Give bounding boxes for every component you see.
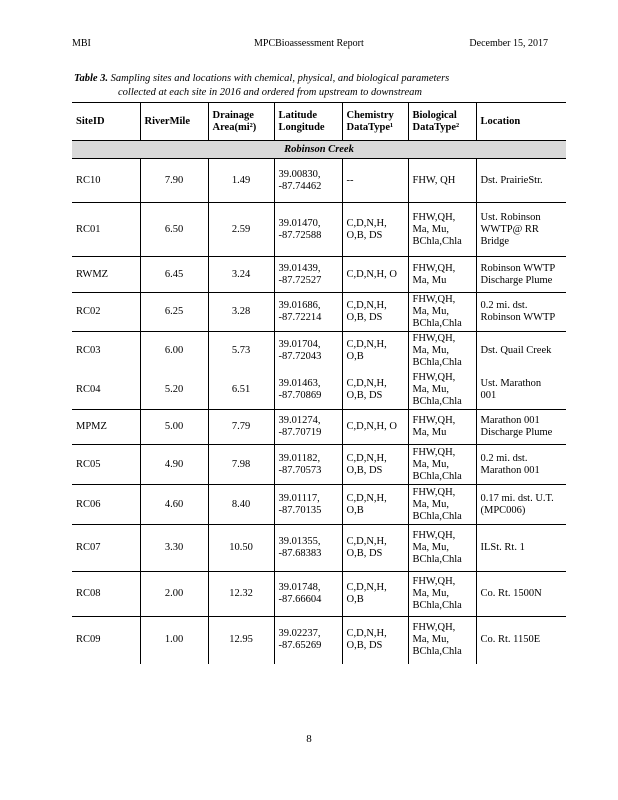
cell-location: 0.2 mi. dst. Robinson WWTP (476, 293, 566, 332)
cell-site-id: RC07 (72, 525, 140, 572)
cell-biological: FHW,QH, Ma, Mu, BChla,Chla (408, 332, 476, 371)
cell-drainage-area: 12.95 (208, 617, 274, 664)
cell-lat-lon: 39.00830, -87.74462 (274, 159, 342, 203)
cell-chemistry: C,D,N,H, O,B, DS (342, 371, 408, 410)
cell-site-id: MPMZ (72, 410, 140, 445)
cell-drainage-area: 3.28 (208, 293, 274, 332)
header-date: December 15, 2017 (469, 38, 548, 49)
cell-site-id: RC04 (72, 371, 140, 410)
cell-location: Co. Rt. 1150E (476, 617, 566, 664)
table-label: Table 3. (74, 73, 109, 84)
caption-line-2: collected at each site in 2016 and ordered from upstream to downstream (118, 87, 422, 98)
cell-chemistry: C,D,N,H, O,B (342, 572, 408, 617)
cell-location: Marathon 001 Discharge Plume (476, 410, 566, 445)
cell-lat-lon: 39.01439, -87.72527 (274, 257, 342, 293)
cell-river-mile: 3.30 (140, 525, 208, 572)
cell-river-mile: 5.00 (140, 410, 208, 445)
table-row (72, 410, 566, 445)
cell-lat-lon: 39.01274, -87.70719 (274, 410, 342, 445)
cell-drainage-area: 7.98 (208, 445, 274, 485)
table-row (72, 617, 566, 664)
cell-location: Co. Rt. 1500N (476, 572, 566, 617)
cell-drainage-area: 1.49 (208, 159, 274, 203)
col-biological: Biological DataType² (408, 103, 476, 141)
cell-drainage-area: 2.59 (208, 203, 274, 257)
cell-biological: FHW,QH, Ma, Mu, BChla,Chla (408, 203, 476, 257)
cell-site-id: RC06 (72, 485, 140, 525)
col-site-id: SiteID (72, 103, 140, 141)
cell-biological: FHW, QH (408, 159, 476, 203)
table-row (72, 293, 566, 332)
cell-site-id: RC10 (72, 159, 140, 203)
cell-chemistry: -- (342, 159, 408, 203)
table-row (72, 572, 566, 617)
cell-biological: FHW,QH, Ma, Mu, BChla,Chla (408, 445, 476, 485)
cell-biological: FHW,QH, Ma, Mu, BChla,Chla (408, 293, 476, 332)
cell-site-id: RC01 (72, 203, 140, 257)
cell-river-mile: 4.90 (140, 445, 208, 485)
cell-biological: FHW,QH, Ma, Mu (408, 257, 476, 293)
cell-lat-lon: 39.01463, -87.70869 (274, 371, 342, 410)
sampling-sites-table (72, 102, 566, 664)
cell-drainage-area: 6.51 (208, 371, 274, 410)
header-org: MBI (72, 38, 91, 49)
cell-chemistry: C,D,N,H, O,B, DS (342, 445, 408, 485)
cell-biological: FHW,QH, Ma, Mu, BChla,Chla (408, 525, 476, 572)
cell-lat-lon: 39.01182, -87.70573 (274, 445, 342, 485)
cell-site-id: RC08 (72, 572, 140, 617)
cell-drainage-area: 7.79 (208, 410, 274, 445)
cell-river-mile: 6.00 (140, 332, 208, 371)
cell-biological: FHW,QH, Ma, Mu (408, 410, 476, 445)
cell-site-id: RC05 (72, 445, 140, 485)
cell-biological: FHW,QH, Ma, Mu, BChla,Chla (408, 371, 476, 410)
cell-river-mile: 1.00 (140, 617, 208, 664)
group-name: Robinson Creek (72, 141, 566, 159)
cell-river-mile: 5.20 (140, 371, 208, 410)
table-caption (74, 72, 554, 100)
cell-river-mile: 2.00 (140, 572, 208, 617)
table-header-row (72, 103, 566, 141)
cell-lat-lon: 39.01117, -87.70135 (274, 485, 342, 525)
cell-drainage-area: 3.24 (208, 257, 274, 293)
cell-lat-lon: 39.01748, -87.66604 (274, 572, 342, 617)
cell-river-mile: 6.25 (140, 293, 208, 332)
cell-drainage-area: 10.50 (208, 525, 274, 572)
cell-biological: FHW,QH, Ma, Mu, BChla,Chla (408, 572, 476, 617)
header-report-title: MPCBioassessment Report (254, 38, 364, 49)
cell-site-id: RWMZ (72, 257, 140, 293)
table-row (72, 257, 566, 293)
cell-lat-lon: 39.01355, -87.68383 (274, 525, 342, 572)
cell-river-mile: 6.50 (140, 203, 208, 257)
cell-location: 0.2 mi. dst. Marathon 001 (476, 445, 566, 485)
cell-chemistry: C,D,N,H, O,B (342, 485, 408, 525)
table-row (72, 159, 566, 203)
group-header-row (72, 141, 566, 159)
col-location: Location (476, 103, 566, 141)
cell-river-mile: 7.90 (140, 159, 208, 203)
table-row (72, 485, 566, 525)
cell-chemistry: C,D,N,H, O (342, 410, 408, 445)
cell-site-id: RC03 (76, 345, 101, 357)
cell-chemistry: C,D,N,H, O,B, DS (342, 203, 408, 257)
cell-location: Robinson WWTP Discharge Plume (476, 257, 566, 293)
cell-chemistry: C,D,N,H, O,B, DS (342, 617, 408, 664)
cell-chemistry: C,D,N,H, O,B, DS (342, 293, 408, 332)
cell-location: Ust. Marathon 001 (476, 371, 566, 410)
cell-biological: FHW,QH, Ma, Mu, BChla,Chla (408, 617, 476, 664)
cell-drainage-area: 5.73 (208, 332, 274, 371)
cell-lat-lon: 39.01470, -87.72588 (274, 203, 342, 257)
cell-drainage-area: 8.40 (208, 485, 274, 525)
cell-lat-lon: 39.02237, -87.65269 (274, 617, 342, 664)
table-row (72, 445, 566, 485)
caption-line-1: Sampling sites and locations with chemical, physical, and biological parameters (108, 73, 450, 84)
table-row (72, 371, 566, 410)
page-header (72, 38, 548, 52)
cell-location: ILSt. Rt. 1 (476, 525, 566, 572)
table-row (72, 332, 566, 371)
cell-location: Ust. Robinson WWTP@ RR Bridge (476, 203, 566, 257)
cell-biological: FHW,QH, Ma, Mu, BChla,Chla (408, 485, 476, 525)
cell-chemistry: C,D,N,H, O (342, 257, 408, 293)
cell-chemistry: C,D,N,H, O,B, DS (342, 525, 408, 572)
table-row (72, 203, 566, 257)
cell-lat-lon: 39.01704, -87.72043 (274, 332, 342, 371)
cell-location: Dst. PrairieStr. (476, 159, 566, 203)
col-lat-lon: Latitude Longitude (274, 103, 342, 141)
cell-chemistry: C,D,N,H, O,B (342, 332, 408, 371)
cell-location: 0.17 mi. dst. U.T. (MPC006) (476, 485, 566, 525)
table-row (72, 525, 566, 572)
col-chemistry: Chemistry DataType¹ (342, 103, 408, 141)
page-number: 8 (306, 733, 312, 745)
cell-site-id: RC09 (76, 634, 101, 646)
cell-site-id: RC02 (72, 293, 140, 332)
cell-river-mile: 6.45 (140, 257, 208, 293)
cell-lat-lon: 39.01686, -87.72214 (274, 293, 342, 332)
col-drainage-area: Drainage Area(mi²) (208, 103, 274, 141)
col-river-mile: RiverMile (140, 103, 208, 141)
cell-location: Dst. Quail Creek (476, 332, 566, 371)
cell-river-mile: 4.60 (140, 485, 208, 525)
cell-drainage-area: 12.32 (208, 572, 274, 617)
